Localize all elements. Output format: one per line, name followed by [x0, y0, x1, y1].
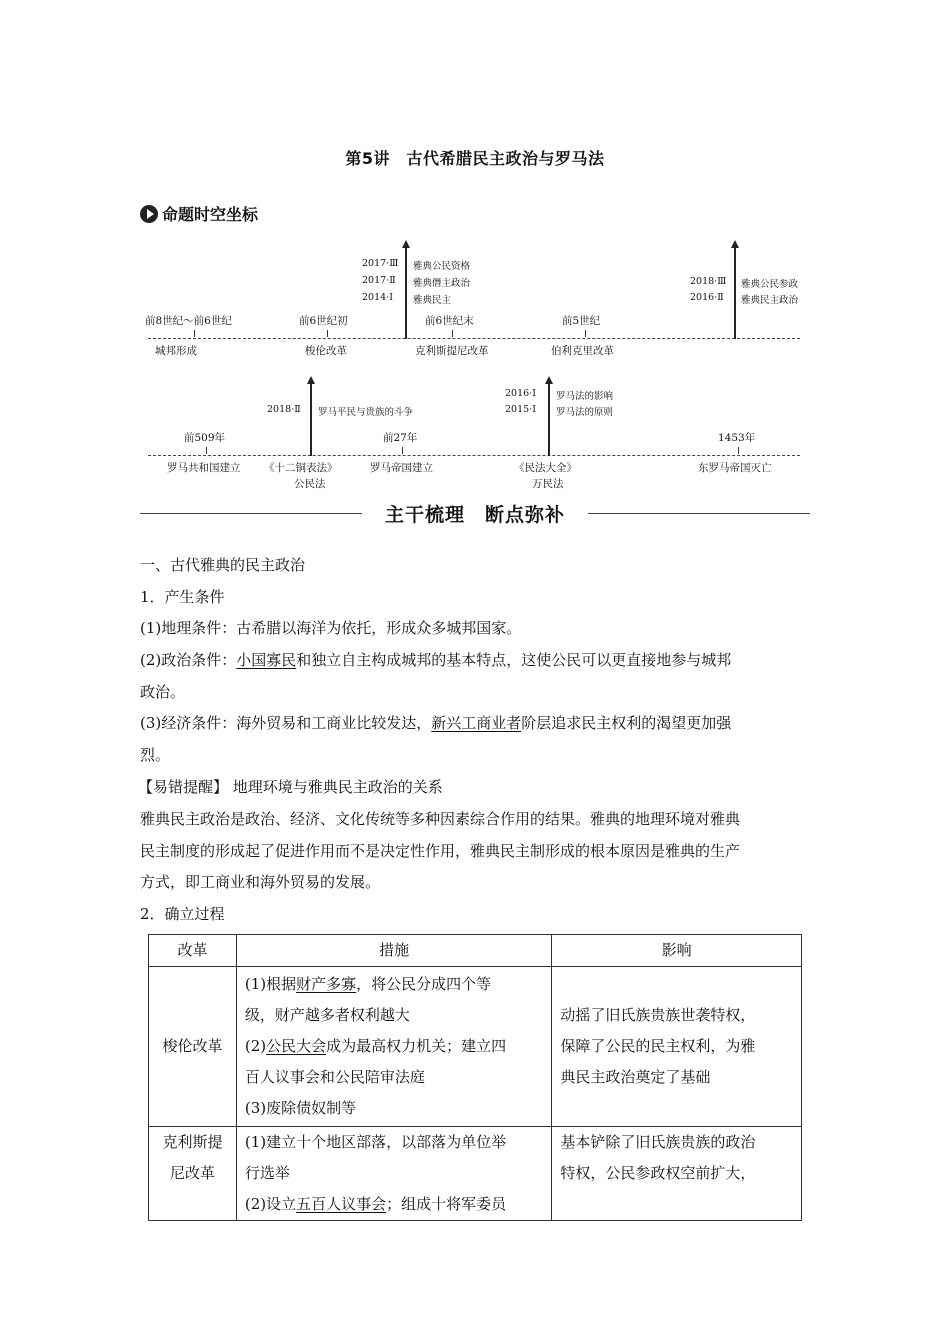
timeline-event: 罗马帝国建立 [370, 462, 433, 474]
heading-2: 2．确立过程 [140, 905, 225, 923]
exam-marker-line [734, 247, 736, 339]
timeline-tick [585, 330, 586, 337]
exam-marker-line [310, 383, 312, 456]
section-header [140, 202, 258, 225]
timeline-axis [148, 455, 800, 456]
exam-year: 2018·Ⅱ [267, 404, 301, 415]
reform-measures: (1)根据财产多寡，将公民分成四个等 级，财产越多者权利越大 (2)公民大会成为最高权力机关；建立四 百人议事会和公民陪审法庭 (3)废除债奴制等 [236, 967, 551, 1127]
tip-title: 地理环境与雅典民主政治的关系 [232, 778, 443, 796]
timeline-time: 1453年 [718, 432, 756, 444]
timeline-event: 梭伦改革 [305, 345, 347, 357]
exam-topic: 雅典公民参政 [741, 279, 799, 290]
timeline-time: 前6世纪初 [299, 315, 348, 327]
paragraph: (3)经济条件：海外贸易和工商业比较发达，新兴工商业者阶层追求民主权利的渴望更加强 [140, 714, 732, 732]
exam-topic: 罗马平民与贵族的斗争 [318, 407, 414, 418]
timeline-event-sub: 公民法 [294, 478, 326, 490]
paragraph: (2)政治条件：小国寡民和独立自主构成城邦的基本特点，这使公民可以更直接地参与城邦 [140, 651, 732, 669]
timeline-event: 《民法大全》 [514, 462, 577, 474]
exam-topic: 罗马法的影响 [556, 391, 614, 402]
exam-marker-line [548, 383, 550, 456]
exam-year: 2016·Ⅰ [505, 388, 536, 399]
exam-topic: 雅典民主 [413, 295, 452, 306]
paragraph: 烈。 [140, 746, 171, 764]
tip-text: 雅典民主政治是政治、经济、文化传统等多种因素综合作用的结果。雅典的地理环境对雅典 [140, 810, 741, 828]
timeline-time: 前5世纪 [562, 315, 601, 327]
timeline-tick [738, 447, 739, 454]
table-row [149, 1127, 802, 1221]
timeline-tick [194, 330, 195, 337]
exam-topic: 雅典民主政治 [741, 295, 799, 306]
tip-label: 【易错提醒】 [138, 778, 229, 796]
section-header-label: 命题时空坐标 [162, 205, 259, 224]
exam-year: 2016·Ⅱ [690, 292, 724, 303]
heading-1: 一、古代雅典的民主政治 [140, 556, 306, 574]
timeline-tick [452, 330, 453, 337]
exam-topic: 罗马法的原则 [556, 407, 614, 418]
key-term: 新兴工商业者 [431, 714, 522, 732]
timeline-axis [148, 338, 800, 339]
reform-impact: 动摇了旧氏族贵族世袭特权， 保障了公民的民主权利，为雅 典民主政治奠定了基础 [552, 967, 802, 1127]
exam-year: 2015·Ⅰ [505, 404, 536, 415]
exam-marker-line [405, 247, 407, 339]
paragraph: 政治。 [140, 683, 186, 701]
reform-impact: 基本铲除了旧氏族贵族的政治 特权，公民参政权空前扩大， [552, 1127, 802, 1221]
tip-text: 方式，即工商业和海外贸易的发展。 [140, 873, 381, 891]
page-title: 第5讲 古代希腊民主政治与罗马法 [345, 149, 605, 168]
timeline-tick [402, 447, 403, 454]
exam-year: 2014·Ⅰ [362, 292, 393, 303]
reform-table [148, 934, 802, 1221]
timeline-event: 伯利克里改革 [551, 345, 614, 357]
timeline-tick [327, 330, 328, 337]
timeline-event-sub: 万民法 [532, 478, 564, 490]
section-banner: 主干梳理 断点弥补 [384, 504, 565, 526]
tip-heading [138, 772, 810, 803]
timeline-time: 前509年 [184, 432, 226, 444]
reform-name: 梭伦改革 [149, 967, 237, 1127]
exam-year: 2017·Ⅱ [362, 275, 396, 286]
timeline-event: 城邦形成 [155, 345, 197, 357]
paragraph: (1)地理条件：古希腊以海洋为依托，形成众多城邦国家。 [140, 619, 522, 637]
exam-topic: 雅典僭主政治 [413, 278, 471, 289]
reform-measures: (1)建立十个地区部落，以部落为单位举 行选举 (2)设立五百人议事会；组成十将军委员 [236, 1127, 551, 1221]
exam-year: 2018·Ⅲ [690, 276, 727, 287]
tip-text: 民主制度的形成起了促进作用而不是决定性作用，雅典民主制形成的根本原因是雅典的生产 [140, 842, 741, 860]
timeline-time: 前27年 [383, 432, 418, 444]
timeline-tick [206, 447, 207, 454]
exam-year: 2017·Ⅲ [362, 258, 399, 269]
table-header: 影响 [552, 935, 802, 967]
exam-topic: 雅典公民资格 [413, 261, 471, 272]
table-header-row [149, 935, 802, 967]
heading-2: 1．产生条件 [140, 588, 225, 606]
table-header: 改革 [149, 935, 237, 967]
table-header: 措施 [236, 935, 551, 967]
timeline-time: 前8世纪～前6世纪 [145, 315, 232, 327]
play-icon [140, 205, 158, 223]
timeline-event: 克利斯提尼改革 [415, 345, 489, 357]
table-row [149, 967, 802, 1127]
timeline-event: 东罗马帝国灭亡 [698, 462, 772, 474]
key-term: 小国寡民 [236, 651, 297, 669]
timeline-time: 前6世纪末 [425, 315, 474, 327]
timeline-event: 《十二铜表法》 [264, 462, 338, 474]
reform-name: 克利斯提 尼改革 [149, 1127, 237, 1221]
timeline-event: 罗马共和国建立 [167, 462, 241, 474]
